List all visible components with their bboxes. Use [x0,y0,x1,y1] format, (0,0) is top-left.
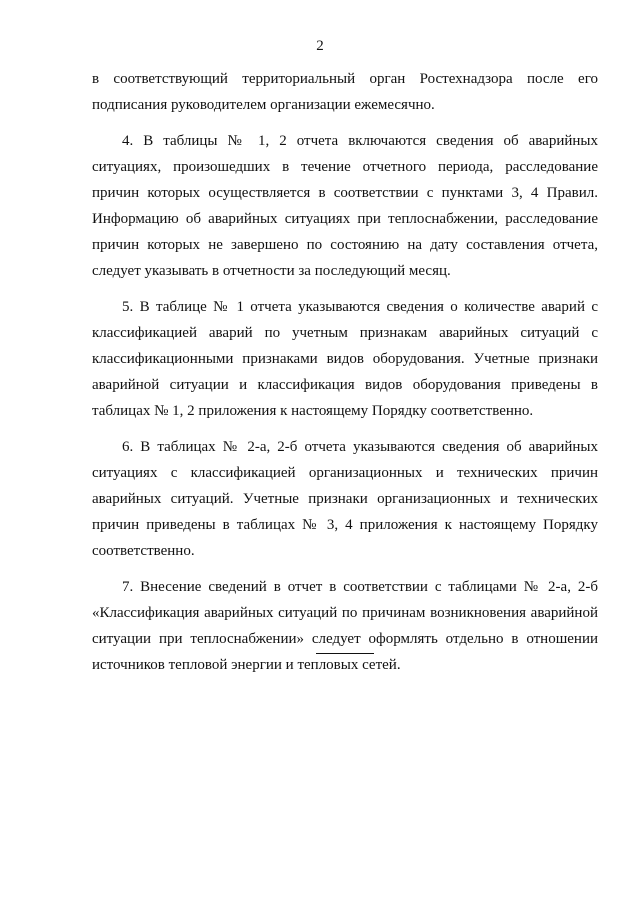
paragraph-item-5: 5. В таблице № 1 отчета указываются сведения о количестве аварий с классификацией аварий по учетным признакам аварийных ситуаций с классификационными признаками видов оборудования. Учетные признаки аварийной ситуации и классификация видов оборудования приведены в таблицах № 1, 2 приложения к настоящему Порядку соответственно. [92,299,598,419]
paragraph-item-7: 7. Внесение сведений в отчет в соответствии с таблицами № 2-а, 2-б «Классификация аварийных ситуаций по причинам возникновения аварийной ситуации при теплоснабжении» следует оформлять отдельно в отношении источников тепловой энергии и тепловых сетей. [92,579,598,673]
document-body [92,66,598,688]
page-number: 2 [316,38,324,54]
end-divider-line [316,653,374,654]
paragraph-item-4: 4. В таблицы № 1, 2 отчета включаются сведения об аварийных ситуациях, произошедших в течение отчетного периода, расследование причин которых осуществляется в соответствии с пунктами 3, 4 Правил. Информацию об аварийных ситуациях при теплоснабжении, расследование причин которых не завершено по состоянию на дату составления отчета, следует указывать в отчетности за последующий месяц. [92,133,598,279]
paragraph-continuation: в соответствующий территориальный орган Ростехнадзора после его подписания руководителем организации ежемесячно. [92,71,598,113]
paragraph-item-6: 6. В таблицах № 2-а, 2-б отчета указываются сведения об аварийных ситуациях с классификацией организационных и технических причин аварийных ситуаций. Учетные признаки организационных и технических причин приведены в таблицах № 3, 4 приложения к настоящему Порядку соответственно. [92,439,598,559]
